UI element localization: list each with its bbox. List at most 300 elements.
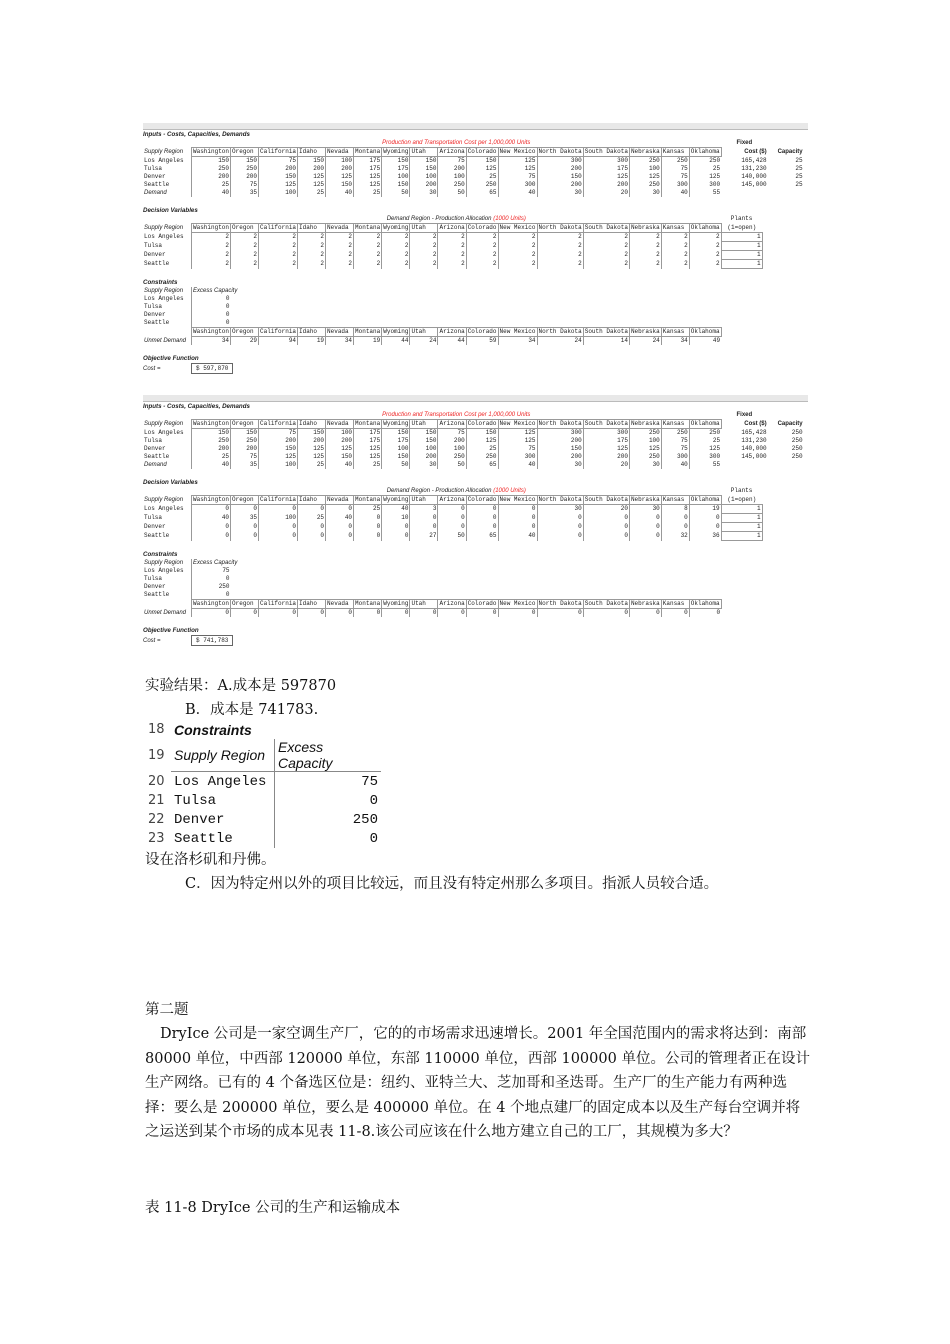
excess-cell: 0 (192, 303, 231, 311)
allocation-cell[interactable]: 0 (382, 523, 410, 532)
state-header: Utah (410, 496, 438, 505)
state-header: California (260, 420, 297, 427)
demand-label: Demand (144, 462, 167, 468)
unmet-cell: 0 (466, 609, 498, 618)
cost-label: Cost = (143, 638, 161, 644)
cost-cell: 250 (231, 165, 259, 173)
dv-title: Decision Variables (143, 479, 198, 486)
allocation-cell[interactable]: 0 (438, 523, 466, 532)
allocation-cell[interactable]: 2 (192, 242, 231, 251)
objective-title: Objective Function (143, 627, 199, 634)
plant-name: Tulsa (144, 575, 163, 582)
state-header: Kansas (661, 496, 689, 505)
result-b: B．成本是 741783. (185, 702, 319, 718)
allocation-cell[interactable]: 0 (661, 514, 689, 523)
allocation-cell[interactable]: 0 (298, 523, 326, 532)
row-number: 21 (148, 793, 165, 808)
cost-cell: 250 (438, 453, 466, 461)
plant-name: Tulsa (144, 303, 163, 310)
unmet-cell: 29 (231, 337, 259, 346)
state-header: Kansas (661, 420, 689, 429)
alloc-title (192, 215, 722, 224)
state-header: Arizona (439, 496, 465, 503)
state-header: Wyoming (383, 420, 409, 427)
allocation-cell[interactable]: 0 (298, 532, 326, 541)
allocation-cell[interactable]: 2 (438, 251, 466, 260)
allocation-cell[interactable]: 32 (661, 532, 689, 541)
allocation-cell[interactable]: 2 (498, 251, 537, 260)
allocation-cell[interactable]: 100 (259, 514, 298, 523)
cost-cell: 125 (354, 445, 382, 453)
allocation-cell[interactable]: 50 (438, 532, 466, 541)
allocation-cell[interactable]: 2 (689, 251, 721, 260)
cost-cell: 300 (498, 181, 537, 189)
unmet-cell: 0 (629, 609, 661, 618)
demand-cell: 30 (410, 189, 438, 197)
allocation-cell[interactable]: 2 (354, 242, 382, 251)
state-header: Idaho (298, 496, 326, 505)
fixed-cost-label: Cost ($) (744, 149, 767, 155)
allocation-cell[interactable]: 2 (192, 260, 231, 269)
allocation-cell[interactable]: 0 (259, 532, 298, 541)
allocation-cell[interactable]: 2 (466, 251, 498, 260)
allocation-cell[interactable]: 2 (410, 242, 438, 251)
allocation-cell[interactable]: 0 (326, 505, 354, 514)
allocation-cell[interactable]: 0 (438, 505, 466, 514)
allocation-cell[interactable]: 30 (629, 505, 661, 514)
allocation-cell[interactable]: 2 (498, 260, 537, 269)
constraints-excerpt (145, 720, 385, 847)
unmet-demand-label: Unmet Demand (144, 609, 187, 616)
plant-name: Seattle (144, 319, 170, 327)
allocation-cell[interactable]: 40 (326, 514, 354, 523)
cost-cell: 100 (438, 445, 466, 453)
cost-cell: 200 (259, 165, 298, 173)
allocation-cell[interactable]: 2 (629, 242, 661, 251)
allocation-cell[interactable]: 2 (410, 260, 438, 269)
allocation-cell[interactable]: 0 (466, 514, 498, 523)
demand-cell: 50 (382, 189, 410, 197)
allocation-cell[interactable]: 0 (326, 523, 354, 532)
supply-region-label: Supply Region (144, 149, 184, 155)
plant-name: Seattle (144, 260, 170, 267)
allocation-cell[interactable]: 2 (354, 233, 382, 242)
state-header: Oregon (231, 328, 259, 337)
allocation-cell[interactable]: 2 (498, 233, 537, 242)
col-excess-capacity: Excess Capacity (275, 739, 382, 772)
state-header: Montana (355, 148, 381, 155)
cost-cell: 200 (231, 173, 259, 181)
allocation-cell[interactable]: 2 (354, 251, 382, 260)
cost-cell: 300 (537, 157, 583, 166)
allocation-cell[interactable]: 40 (498, 532, 537, 541)
plant-open-cell[interactable]: 1 (721, 514, 762, 523)
allocation-cell[interactable]: 2 (382, 233, 410, 242)
cost-cell: 100 (326, 429, 354, 438)
allocation-cell[interactable]: 2 (629, 260, 661, 269)
cost-cell: 125 (259, 453, 298, 461)
state-header: California (260, 148, 297, 155)
allocation-cell[interactable]: 2 (689, 242, 721, 251)
fixed-cost: 165,428 (741, 428, 767, 436)
allocation-cell[interactable]: 0 (583, 514, 629, 523)
allocation-cell[interactable]: 2 (326, 260, 354, 269)
allocation-cell[interactable]: 0 (466, 505, 498, 514)
state-header: Nebraska (630, 600, 660, 607)
demand-cell: 40 (192, 189, 231, 197)
allocation-cell[interactable]: 0 (192, 505, 231, 514)
allocation-cell[interactable]: 2 (629, 233, 661, 242)
cost-cell: 300 (537, 429, 583, 438)
allocation-cell[interactable]: 0 (629, 532, 661, 541)
allocation-cell[interactable]: 0 (466, 523, 498, 532)
cost-cell: 125 (498, 157, 537, 166)
demand-cell: 25 (354, 461, 382, 469)
excess-cell: 0 (192, 311, 231, 319)
state-header: Montana (355, 328, 381, 335)
cost-cell: 75 (498, 445, 537, 453)
state-header: Colorado (467, 496, 497, 503)
allocation-cell[interactable]: 0 (629, 523, 661, 532)
allocation-cell[interactable]: 0 (231, 505, 259, 514)
excess-value: 75 (361, 773, 378, 790)
allocation-cell[interactable]: 0 (410, 514, 438, 523)
allocation-cell[interactable]: 0 (231, 523, 259, 532)
allocation-cell[interactable]: 0 (410, 523, 438, 532)
allocation-cell[interactable]: 2 (537, 260, 583, 269)
allocation-cell[interactable]: 0 (192, 523, 231, 532)
allocation-cell[interactable]: 2 (661, 242, 689, 251)
allocation-cell[interactable]: 2 (438, 233, 466, 242)
state-header: Oregon (231, 224, 259, 233)
state-header: Arizona (439, 148, 465, 155)
cost-cell: 125 (298, 453, 326, 461)
demand-cell: 50 (382, 461, 410, 469)
set-in-text: 设在洛杉矶和丹佛。 (145, 852, 276, 868)
allocation-cell[interactable]: 2 (231, 251, 259, 260)
state-header: Montana (355, 224, 381, 231)
cost-cell: 150 (410, 165, 438, 173)
state-header: South Dakota (584, 328, 628, 335)
cost-cell: 125 (298, 181, 326, 189)
excess-cell: 0 (192, 591, 231, 600)
allocation-cell[interactable]: 2 (192, 233, 231, 242)
unmet-cell: 0 (661, 609, 689, 618)
state-header: Montana (355, 496, 381, 503)
allocation-cell[interactable]: 36 (689, 532, 721, 541)
allocation-cell[interactable]: 2 (689, 260, 721, 269)
cost-cell: 150 (298, 157, 326, 166)
allocation-cell[interactable]: 2 (583, 233, 629, 242)
demand-cell: 25 (298, 189, 326, 197)
unmet-cell: 19 (354, 337, 382, 346)
allocation-cell[interactable]: 2 (661, 251, 689, 260)
allocation-cell[interactable]: 0 (354, 523, 382, 532)
state-header: Oregon (231, 148, 259, 157)
table-caption: 表 11-8 DryIce 公司的生产和运输成本 (145, 1200, 401, 1216)
allocation-cell[interactable]: 40 (382, 505, 410, 514)
allocation-cell[interactable]: 3 (410, 505, 438, 514)
cost-cell: 175 (382, 437, 410, 445)
state-header: Utah (410, 224, 438, 233)
unmet-demand-label: Unmet Demand (144, 337, 187, 344)
cost-cell: 300 (583, 429, 629, 438)
allocation-cell[interactable]: 2 (259, 251, 298, 260)
state-header: Nebraska (630, 328, 660, 335)
allocation-cell[interactable]: 30 (537, 505, 583, 514)
plant-name: Denver (144, 251, 166, 258)
allocation-cell[interactable]: 2 (326, 251, 354, 260)
state-header: Montana (355, 600, 381, 607)
cost-cell: 250 (661, 429, 689, 438)
allocation-cell[interactable]: 2 (498, 242, 537, 251)
excess-value: 0 (369, 792, 378, 809)
cost-cell: 250 (192, 165, 231, 173)
plant-open-cell[interactable]: 1 (721, 532, 762, 541)
cost-table (143, 411, 804, 469)
state-header: South Dakota (584, 496, 628, 503)
alloc-title-text: Demand Region - Production Allocation (386, 488, 492, 494)
state-header: Wyoming (383, 148, 409, 155)
plant-name: Seattle (144, 453, 170, 460)
cost-cell: 100 (410, 173, 438, 181)
allocation-cell[interactable]: 2 (259, 260, 298, 269)
cost-cell: 75 (661, 437, 689, 445)
allocation-cell[interactable]: 0 (583, 523, 629, 532)
allocation-cell[interactable]: 2 (438, 242, 466, 251)
plant-name: Tulsa (144, 514, 163, 521)
plant-name: Los Angeles (144, 233, 184, 240)
unmet-cell: 59 (466, 337, 498, 346)
allocation-cell[interactable]: 2 (410, 233, 438, 242)
allocation-cell[interactable]: 0 (192, 532, 231, 541)
excess-value: 0 (369, 830, 378, 847)
cost-cell: 25 (192, 453, 231, 461)
allocation-cell[interactable]: 2 (231, 242, 259, 251)
allocation-cell[interactable]: 2 (466, 242, 498, 251)
cost-cell: 150 (382, 157, 410, 166)
demand-cell: 50 (438, 189, 466, 197)
allocation-cell[interactable]: 2 (466, 233, 498, 242)
unmet-cell: 0 (438, 609, 466, 618)
allocation-cell[interactable]: 2 (231, 260, 259, 269)
cost-cell: 75 (661, 173, 689, 181)
state-header: Nevada (326, 420, 354, 429)
state-header: Nevada (326, 148, 354, 157)
spreadsheet-screenshot-2 (143, 395, 808, 660)
demand-cell: 20 (583, 461, 629, 469)
cost-cell: 75 (231, 181, 259, 189)
cost-cell: 25 (689, 437, 721, 445)
allocation-cell[interactable]: 0 (298, 505, 326, 514)
state-header: Arizona (439, 600, 465, 607)
demand-label: Demand (144, 190, 167, 196)
allocation-cell[interactable]: 2 (661, 233, 689, 242)
cost-cell: 300 (661, 181, 689, 189)
demand-cell: 55 (689, 461, 721, 469)
fixed-cost: 145,000 (741, 181, 767, 188)
state-header: California (260, 600, 297, 607)
allocation-cell[interactable]: 0 (231, 532, 259, 541)
plant-name: Seattle (144, 532, 170, 539)
allocation-cell[interactable]: 2 (192, 251, 231, 260)
demand-cell: 30 (537, 461, 583, 469)
cost-cell: 175 (354, 157, 382, 166)
state-header: Oklahoma (690, 328, 720, 335)
allocation-cell[interactable]: 2 (326, 242, 354, 251)
plant-open-cell[interactable]: 1 (721, 251, 762, 260)
state-header: Oklahoma (690, 496, 720, 503)
plant-open-cell[interactable]: 1 (721, 260, 762, 269)
allocation-cell[interactable]: 0 (537, 514, 583, 523)
plants-label: Plants (730, 487, 753, 495)
unmet-cell: 34 (192, 337, 231, 346)
plant-open-cell[interactable]: 1 (721, 233, 762, 242)
excess-cell: 0 (192, 319, 231, 328)
supply-region-label: Supply Region (144, 225, 184, 231)
cost-cell: 200 (583, 181, 629, 189)
allocation-cell[interactable]: 0 (354, 532, 382, 541)
state-header: Washington (193, 420, 230, 427)
allocation-cell[interactable]: 2 (583, 242, 629, 251)
allocation-cell[interactable]: 0 (537, 532, 583, 541)
allocation-cell[interactable]: 19 (689, 505, 721, 514)
unmet-cell: 34 (326, 337, 354, 346)
cost-cell: 200 (438, 437, 466, 445)
allocation-cell[interactable]: 0 (259, 523, 298, 532)
demand-cell: 100 (259, 189, 298, 197)
allocation-cell[interactable]: 20 (583, 505, 629, 514)
cost-cell: 75 (438, 157, 466, 166)
plant-name: Los Angeles (144, 567, 184, 574)
allocation-cell[interactable]: 2 (298, 233, 326, 242)
allocation-cell[interactable]: 35 (231, 514, 259, 523)
allocation-cell[interactable]: 2 (537, 251, 583, 260)
state-header: Oklahoma (690, 224, 720, 231)
allocation-cell[interactable]: 0 (583, 532, 629, 541)
cost-cell: 125 (498, 429, 537, 438)
allocation-cell[interactable]: 0 (661, 523, 689, 532)
spreadsheet-screenshot-1 (143, 123, 808, 388)
allocation-cell[interactable]: 25 (354, 505, 382, 514)
cost-cell: 150 (231, 429, 259, 438)
plant-name: Tulsa (144, 165, 163, 172)
allocation-cell[interactable]: 2 (326, 233, 354, 242)
plant-name: Tulsa (144, 437, 163, 444)
allocation-cell[interactable]: 2 (537, 233, 583, 242)
state-header: Utah (410, 600, 438, 609)
allocation-cell[interactable]: 2 (689, 233, 721, 242)
state-header: North Dakota (538, 420, 582, 427)
allocation-cell[interactable]: 25 (298, 514, 326, 523)
allocation-cell[interactable]: 2 (259, 233, 298, 242)
allocation-cell[interactable]: 0 (629, 514, 661, 523)
cost-cell: 100 (382, 445, 410, 453)
allocation-cell[interactable]: 2 (438, 260, 466, 269)
allocation-cell[interactable]: 2 (583, 251, 629, 260)
allocation-cell[interactable]: 65 (466, 532, 498, 541)
allocation-cell[interactable]: 2 (661, 260, 689, 269)
state-header: Colorado (467, 600, 497, 607)
allocation-cell[interactable]: 10 (382, 514, 410, 523)
allocation-cell[interactable]: 8 (661, 505, 689, 514)
state-header: New Mexico (499, 148, 536, 155)
capacity-value: 250 (791, 445, 803, 452)
allocation-cell[interactable]: 0 (498, 505, 537, 514)
allocation-cell[interactable]: 0 (689, 523, 721, 532)
allocation-cell[interactable]: 0 (438, 514, 466, 523)
allocation-cell[interactable]: 0 (537, 523, 583, 532)
plant-name: Seattle (144, 181, 170, 188)
cost-cell: 150 (382, 453, 410, 461)
cost-cell: 300 (661, 453, 689, 461)
cost-cell: 250 (661, 157, 689, 166)
allocation-cell[interactable]: 2 (537, 242, 583, 251)
fixed-cost-label: Cost ($) (744, 421, 767, 427)
allocation-cell[interactable]: 2 (382, 251, 410, 260)
allocation-cell[interactable]: 40 (192, 514, 231, 523)
cost-cell: 250 (466, 453, 498, 461)
plant-open-cell[interactable]: 1 (721, 505, 762, 514)
excess-cell: 0 (192, 575, 231, 583)
unmet-cell: 44 (382, 337, 410, 346)
allocation-cell[interactable]: 0 (498, 523, 537, 532)
allocation-cell[interactable]: 2 (259, 242, 298, 251)
allocation-cell[interactable]: 0 (326, 532, 354, 541)
cost-cell: 200 (326, 165, 354, 173)
unmet-cell: 14 (583, 337, 629, 346)
allocation-cell[interactable]: 0 (382, 532, 410, 541)
allocation-cell[interactable]: 2 (354, 260, 382, 269)
unmet-cell: 44 (438, 337, 466, 346)
inputs-title: Inputs - Costs, Capacities, Demands (143, 403, 250, 410)
plant-open-cell[interactable]: 1 (721, 523, 762, 532)
allocation-cell[interactable]: 2 (410, 251, 438, 260)
allocation-cell[interactable]: 0 (689, 514, 721, 523)
state-header: South Dakota (584, 148, 628, 155)
allocation-cell[interactable]: 2 (382, 242, 410, 251)
allocation-cell[interactable]: 27 (410, 532, 438, 541)
allocation-cell[interactable]: 2 (298, 242, 326, 251)
cost-cell: 200 (298, 165, 326, 173)
unmet-cell: 24 (537, 337, 583, 346)
unmet-cell: 19 (298, 337, 326, 346)
cost-cell: 175 (583, 437, 629, 445)
cost-cell: 175 (354, 165, 382, 173)
allocation-cell[interactable]: 0 (259, 505, 298, 514)
state-header: Utah (410, 328, 438, 337)
allocation-cell[interactable]: 2 (583, 260, 629, 269)
allocation-cell[interactable]: 2 (466, 260, 498, 269)
allocation-cell[interactable]: 2 (629, 251, 661, 260)
unmet-cell: 0 (259, 609, 298, 618)
supply-region-label: Supply Region (144, 560, 184, 566)
state-header: South Dakota (584, 600, 628, 607)
plant-name: Denver (144, 173, 166, 180)
allocation-cell[interactable]: 2 (231, 233, 259, 242)
allocation-cell[interactable]: 0 (354, 514, 382, 523)
allocation-cell[interactable]: 2 (382, 260, 410, 269)
plant-open-cell[interactable]: 1 (721, 242, 762, 251)
cost-cell: 75 (438, 429, 466, 438)
allocation-cell[interactable]: 2 (298, 251, 326, 260)
plants-label: Plants (730, 215, 753, 223)
cost-cell: 300 (689, 181, 721, 189)
region-name: Los Angeles (171, 772, 275, 792)
cost-cell: 125 (354, 181, 382, 189)
allocation-cell[interactable]: 0 (498, 514, 537, 523)
allocation-cell[interactable]: 2 (298, 260, 326, 269)
